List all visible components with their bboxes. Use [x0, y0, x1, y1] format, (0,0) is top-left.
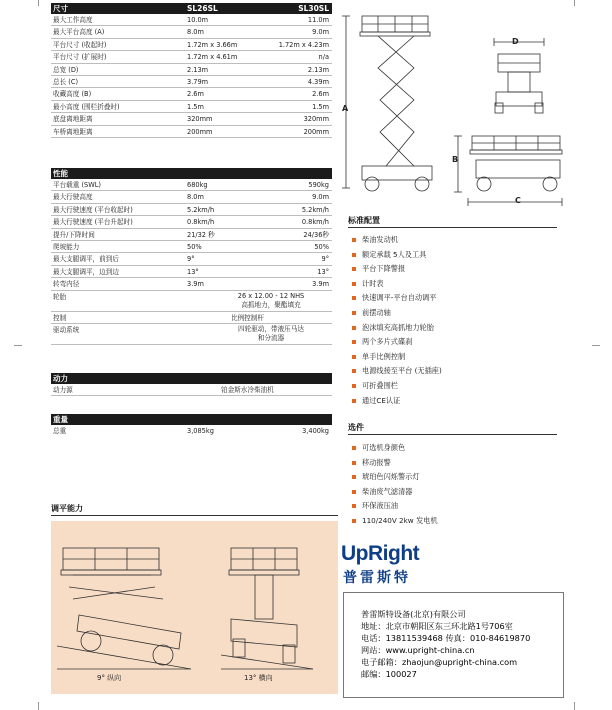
row-value: 0.8km/h	[301, 218, 329, 227]
list-item	[350, 277, 442, 292]
table-row	[51, 253, 332, 265]
list-item	[350, 321, 442, 336]
row-label: 最大行驶速度 (平台升起时)	[53, 218, 133, 227]
table-row	[51, 76, 332, 88]
list-item	[350, 485, 438, 500]
leveling-underline	[51, 515, 338, 516]
row-label: 最大支腿调平，前到后	[53, 255, 119, 264]
options-underline	[348, 434, 557, 435]
row-label: 最小高度 (围栏折叠时)	[53, 102, 120, 111]
row-label: 驱动系统	[53, 325, 80, 334]
item-text: 快速调平-平台自动调平	[362, 293, 437, 303]
item-text: 通过CE认证	[362, 395, 401, 405]
bullet-icon	[352, 504, 356, 508]
longitudinal-caption: 9° 纵向	[97, 674, 122, 682]
item-text: 环保液压油	[362, 501, 398, 511]
row-value: 200mm	[187, 127, 213, 136]
row-label: 控制	[53, 313, 67, 322]
item-text: 额定承载 5人及工具	[362, 249, 427, 259]
table-row	[51, 204, 332, 216]
crop-mark	[574, 702, 575, 710]
row-value: 8.0m	[187, 193, 204, 202]
row-label: 收藏高度 (B)	[53, 90, 92, 99]
lateral-caption: 13° 横向	[244, 674, 273, 682]
table-row-tyres	[51, 291, 332, 312]
table-row	[51, 278, 332, 290]
row-value: 10.0m	[187, 16, 209, 24]
standard-list	[350, 233, 442, 408]
row-value: 2.6m	[187, 90, 204, 99]
row-label: 转弯内径	[53, 280, 80, 289]
table-row	[51, 101, 332, 113]
row-value: 铂金斯水冷柴油机	[221, 386, 274, 394]
list-item	[350, 456, 438, 471]
table-row	[51, 14, 332, 26]
row-value: 11.0m	[307, 16, 329, 24]
tyres-value	[221, 292, 321, 310]
dimension-label-b: B	[452, 155, 459, 164]
row-value: 1.5m	[312, 102, 329, 111]
table-row	[51, 88, 332, 100]
row-value: 2.6m	[312, 90, 329, 99]
row-value: 50%	[187, 242, 202, 251]
bullet-icon	[352, 340, 356, 344]
row-label: 平台载重 (SWL)	[53, 181, 101, 189]
bullet-icon	[352, 267, 356, 271]
table-row-controls	[51, 312, 332, 324]
row-value: 680kg	[187, 181, 208, 189]
drive-value	[221, 325, 321, 343]
table-row	[51, 26, 332, 38]
row-value: 1.5m	[187, 102, 204, 111]
row-value: 2.13m	[187, 65, 209, 74]
list-item	[350, 379, 442, 394]
standard-title: 标准配置	[348, 216, 380, 225]
row-value: 13°	[187, 267, 199, 276]
row-label: 轮胎	[53, 292, 67, 301]
dimensions-table	[51, 3, 332, 138]
item-text: 柴油发动机	[362, 235, 398, 244]
leveling-diagram	[51, 521, 338, 694]
bullet-icon	[352, 253, 356, 257]
row-value: 3.79m	[187, 77, 209, 86]
row-label: 平台尺寸 (扩展时)	[53, 53, 107, 62]
crop-mark	[38, 702, 39, 710]
row-value: 21/32 秒	[187, 230, 215, 239]
row-value: 9°	[187, 255, 195, 264]
bullet-icon	[352, 369, 356, 373]
bullet-icon	[352, 238, 356, 242]
row-value: 50%	[314, 242, 329, 251]
row-value: 3,400kg	[302, 427, 329, 435]
item-text: 可折叠围栏	[362, 380, 398, 390]
list-item	[350, 335, 442, 350]
row-value: 5.2km/h	[187, 205, 215, 214]
list-item	[350, 394, 442, 409]
row-label: 最大平台高度 (A)	[53, 28, 105, 37]
weight-header	[51, 414, 332, 425]
row-value: 3,085kg	[187, 427, 214, 435]
drive-line: 四轮驱动，带液压马达	[238, 324, 304, 333]
row-value: 13°	[317, 267, 329, 276]
bullet-icon	[352, 311, 356, 315]
power-title: 动力	[53, 374, 68, 383]
row-label: 动力源	[53, 386, 73, 394]
row-value: 1.72m x 4.61m	[187, 53, 238, 62]
contact-box	[343, 592, 564, 698]
row-value: 320mm	[303, 115, 329, 124]
dimension-label-d: D	[512, 37, 519, 46]
item-text: 前摆动轴	[362, 307, 391, 317]
row-label: 平台尺寸 (收起时)	[53, 40, 107, 49]
item-text: 平台下降警报	[362, 264, 406, 274]
row-value: 1.72m x 3.66m	[187, 40, 238, 49]
performance-header	[51, 168, 332, 179]
row-label: 最大行驶高度	[53, 193, 93, 202]
bullet-icon	[352, 461, 356, 465]
bullet-icon	[352, 519, 356, 523]
crop-mark	[592, 345, 600, 346]
phone-fax: 电话：13811539468 传真：010-84619870	[361, 633, 531, 643]
list-item	[350, 514, 438, 529]
row-value: 4.39m	[307, 77, 329, 86]
list-item	[350, 248, 442, 263]
row-value: 8.0m	[187, 28, 204, 37]
weight-table	[51, 414, 332, 437]
dimensions-header	[51, 3, 332, 14]
item-text: 可选机身颜色	[362, 443, 406, 452]
row-value: 2.13m	[307, 65, 329, 74]
model-sl26sl: SL26SL	[187, 4, 218, 13]
list-item	[350, 470, 438, 485]
row-value: 9.0m	[312, 193, 329, 202]
item-text: 计时表	[362, 278, 384, 288]
row-label: 最大支腿调平，边到边	[53, 267, 119, 276]
row-value: 3.9m	[187, 280, 204, 289]
website[interactable]: 网站：www.upright-china.cn	[361, 645, 475, 655]
table-row	[51, 126, 332, 138]
table-row	[51, 191, 332, 203]
dimensions-title: 尺寸	[53, 4, 68, 13]
table-row	[51, 51, 332, 63]
row-value: 9.0m	[312, 28, 329, 37]
row-value: n/a	[318, 53, 329, 62]
item-text: 柴油废气滤清器	[362, 486, 413, 496]
row-value: 5.2km/h	[301, 205, 329, 214]
table-row	[51, 384, 332, 396]
item-text: 两个多片式碟刹	[362, 337, 413, 347]
dimension-label-a: A	[342, 104, 349, 113]
item-text: 琥珀色闪烁警示灯	[362, 472, 420, 482]
item-text: 泡沫填充高抓地力轮胎	[362, 322, 434, 332]
bullet-icon	[352, 475, 356, 479]
row-value: 0.8km/h	[187, 218, 215, 227]
row-label: 提升/下降时间	[53, 230, 95, 239]
table-row-drive	[51, 324, 332, 345]
leveling-panel	[51, 521, 338, 694]
bullet-icon	[352, 384, 356, 388]
drive-line: 和分流器	[257, 333, 285, 342]
table-row	[51, 179, 332, 191]
row-value: 590kg	[308, 181, 329, 189]
list-item	[350, 262, 442, 277]
performance-title: 性能	[53, 169, 68, 178]
list-item	[350, 441, 438, 456]
address: 地址：北京市朝阳区东三环北路1号706室	[361, 621, 513, 631]
item-text: 110/240V 2kw 发电机	[362, 515, 438, 525]
options-list	[350, 441, 438, 529]
table-row	[51, 39, 332, 51]
model-sl30sl: SL30SL	[298, 4, 329, 13]
row-label: 底盘离地距离	[53, 115, 93, 124]
row-value: 比例控制杆	[231, 313, 264, 322]
table-row	[51, 241, 332, 253]
list-item	[350, 291, 442, 306]
row-value: 24/36秒	[303, 230, 329, 239]
row-label: 总宽 (D)	[53, 65, 79, 74]
tyres-line: 高抓地力，聚酯填充	[241, 300, 301, 309]
item-text: 电源线接至平台 (无插座)	[362, 366, 442, 376]
company-name: 普雷斯特设备(北京)有限公司	[361, 609, 466, 619]
bullet-icon	[352, 446, 356, 450]
list-item	[350, 364, 442, 379]
machine-dimension-diagram	[338, 8, 570, 208]
row-value: 320mm	[187, 115, 213, 124]
row-label: 最大行驶速度 (平台收起时)	[53, 205, 133, 214]
item-text: 移动报警	[362, 457, 391, 467]
item-text: 单手比例控制	[362, 351, 406, 361]
leveling-title: 调平能力	[51, 504, 83, 513]
list-item	[350, 499, 438, 514]
crop-mark	[574, 0, 575, 6]
upright-logo: UpRight	[341, 542, 420, 565]
weight-title: 重量	[53, 415, 68, 424]
options-title: 选件	[348, 423, 364, 432]
bullet-icon	[352, 355, 356, 359]
bullet-icon	[352, 399, 356, 403]
list-item	[350, 350, 442, 365]
row-label: 总长 (C)	[53, 77, 79, 86]
table-row	[51, 113, 332, 125]
row-label: 车桥离地距离	[53, 127, 93, 136]
zip-code: 邮编：100027	[361, 669, 417, 679]
list-item	[350, 306, 442, 321]
table-row	[51, 229, 332, 241]
list-item	[350, 233, 442, 248]
table-row	[51, 64, 332, 76]
power-table	[51, 373, 332, 396]
crop-mark	[38, 0, 39, 6]
upright-logo-cn: 普雷斯特	[343, 570, 411, 586]
row-value: 3.9m	[312, 280, 329, 289]
row-value: 1.72m x 4.23m	[278, 40, 329, 49]
table-row	[51, 266, 332, 278]
power-header	[51, 373, 332, 384]
email[interactable]: 电子邮箱：zhaojun@upright-china.com	[361, 657, 518, 667]
standard-underline	[348, 227, 557, 228]
table-row	[51, 425, 332, 437]
row-value: 9°	[321, 255, 329, 264]
crop-mark	[14, 345, 22, 346]
bullet-icon	[352, 282, 356, 286]
dimension-label-c: C	[515, 196, 521, 205]
bullet-icon	[352, 296, 356, 300]
bullet-icon	[352, 326, 356, 330]
row-label: 最大工作高度	[53, 16, 93, 24]
row-label: 总重	[53, 427, 67, 435]
performance-table	[51, 168, 332, 345]
tyres-line: 26 x 12.00 - 12 NHS	[237, 291, 305, 300]
table-row	[51, 216, 332, 228]
row-label: 爬坡能力	[53, 242, 80, 251]
row-value: 200mm	[303, 127, 329, 136]
bullet-icon	[352, 490, 356, 494]
